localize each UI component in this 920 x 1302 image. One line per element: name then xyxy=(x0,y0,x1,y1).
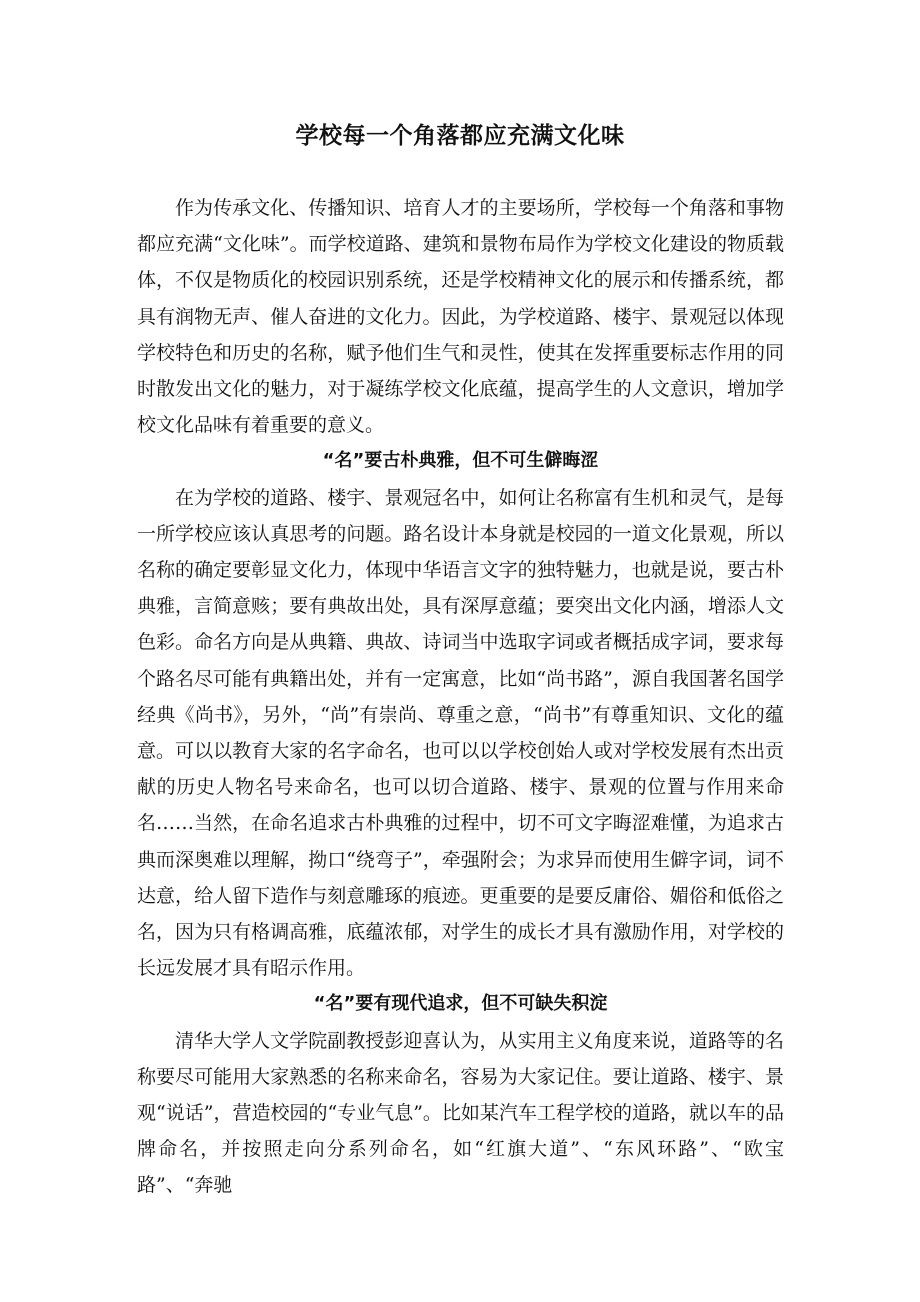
section-heading-classical-names: “名”要古朴典雅，但不可生僻晦涩 xyxy=(322,450,599,472)
section-paragraph-classical-names: 在为学校的道路、楼宇、景观冠名中，如何让名称富有生机和灵气，是每一所学校应该认真思考的问题。路名设计本身就是校园的一道文化景观，所以名称的确定要彰显文化力，体现中华语言文字的独特魅力，也就是说，要古朴典雅，言简意赅；要有典故出处，具有深厚意蕴；要突出文化内涵，增添人文色彩。命名方向是从典籍、典故、诗词当中选取字词或者概括成字词，要求每个路名尽可能有典籍出处，并有一定寓意，比如“尚书路”，源自我国著名国学经典《尚书》，另外，“尚”有崇尚、尊重之意，“尚书”有尊重知识、文化的蕴意。可以以教育大家的名字命名，也可以以学校创始人或对学校发展有杰出贡献的历史人物名号来命名，也可以切合道路、楼宇、景观的位置与作用来命名……当然，在命名追求古朴典雅的过程中，切不可文字晦涩难懂，为追求古典而深奥难以理解，拗口“绕弯子”，牵强附会；为求异而使用生僻字词，词不达意，给人留下造作与刻意雕琢的痕迹。更重要的是要反庸俗、媚俗和低俗之名，因为只有格调高雅，底蕴浓郁，对学生的成长才具有激励作用，对学校的长远发展才具有昭示作用。 xyxy=(137,486,784,980)
section-paragraph-modern-names: 清华大学人文学院副教授彭迎喜认为，从实用主义角度来说，道路等的名称要尽可能用大家熟悉的名称来命名，容易为大家记住。要让道路、楼宇、景观“说话”，营造校园的“专业气息”。比如某汽车工程学校的道路，就以车的品牌命名，并按照走向分系列命名，如“红旗大道”、“东风环路”、“欧宝路”、“奔驰 xyxy=(137,1029,784,1197)
section-heading-modern-names: “名”要有现代追求，但不可缺失积淀 xyxy=(313,993,608,1015)
document-title: 学校每一个角落都应充满文化味 xyxy=(295,123,625,149)
document-body xyxy=(137,190,784,1204)
intro-paragraph: 作为传承文化、传播知识、培育人才的主要场所，学校每一个角落和事物都应充满“文化味”。而学校道路、建筑和景物布局作为学校文化建设的物质载体，不仅是物质化的校园识别系统，还是学校精神文化的展示和传播系统，都具有润物无声、催人奋进的文化力。因此，为学校道路、楼宇、景观冠以体现学校特色和历史的名称，赋予他们生气和灵性，使其在发挥重要标志作用的同时散发出文化的魅力，对于凝练学校文化底蕴，提高学生的人文意识，增加学校文化品味有着重要的意义。 xyxy=(137,197,784,437)
